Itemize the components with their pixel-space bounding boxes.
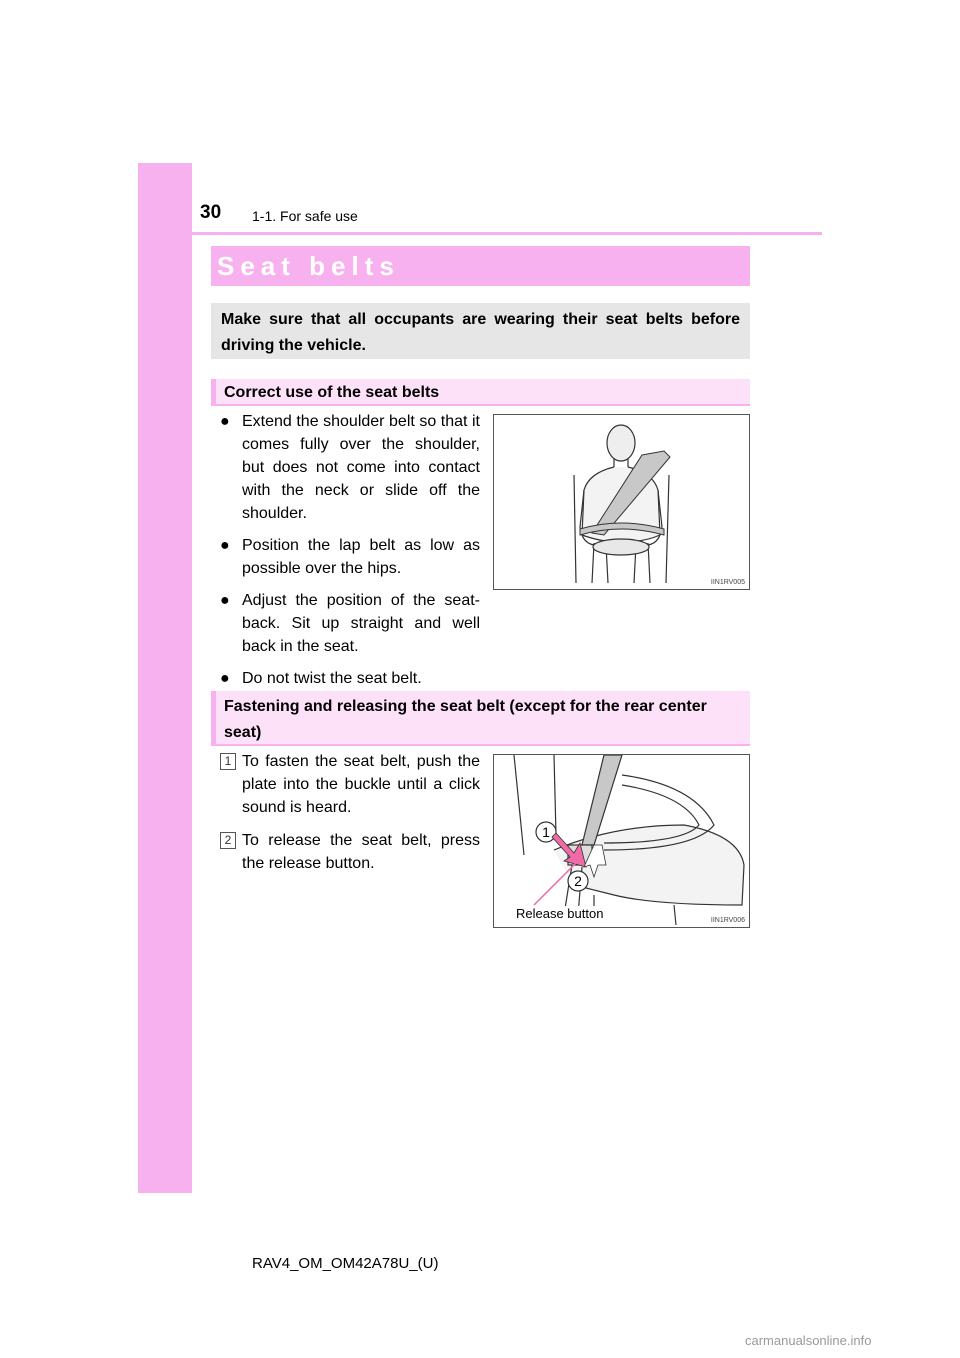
list-item: ● Adjust the position of the seat-back. Sit up straight and well back in the seat. — [220, 589, 480, 658]
subheading-fastening: Fastening and releasing the seat belt (except for the rear center seat) — [211, 691, 750, 746]
release-button-label: Release button — [516, 906, 604, 921]
side-color-strip — [138, 163, 192, 1193]
page-title: Seat belts — [211, 246, 750, 286]
bullet-icon: ● — [220, 592, 230, 609]
bullet-icon: ● — [220, 670, 230, 687]
seated-occupant-illustration — [493, 414, 750, 590]
figure-code: IIN1RV006 — [710, 917, 745, 924]
subheading-correct-use: Correct use of the seat belts — [211, 379, 750, 406]
section-label: 1-1. For safe use — [252, 208, 358, 224]
watermark: carmanualsonline.info — [745, 1333, 872, 1348]
list-item: ● Extend the shoulder belt so that it comes fully over the shoulder, but does not come into contact with the neck or slide off the shoulder. — [220, 410, 480, 525]
bullet-icon: ● — [220, 537, 230, 554]
list-item: ● Position the lap belt as low as possible over the hips. — [220, 534, 480, 580]
buckle-illustration — [493, 754, 750, 928]
list-item: ● Do not twist the seat belt. — [220, 667, 480, 690]
bullet-icon: ● — [220, 413, 230, 430]
list-item: 1 To fasten the seat belt, push the plate into the buckle until a click sound is heard. — [220, 750, 480, 819]
page-number: 30 — [200, 202, 222, 223]
figure-code: IIN1RV005 — [710, 579, 745, 586]
step-number-badge: 2 — [220, 832, 236, 849]
fastening-steps — [220, 750, 480, 885]
header-divider — [192, 232, 822, 235]
buckle-drawing — [494, 755, 749, 927]
callout-number-2: 2 — [574, 873, 582, 889]
list-item: 2 To release the seat belt, press the release button. — [220, 829, 480, 875]
intro-note: Make sure that all occupants are wearing their seat belts before driving the vehicle. — [211, 303, 750, 359]
correct-use-list — [220, 410, 480, 699]
occupant-drawing — [494, 415, 749, 589]
manual-code-footer: RAV4_OM_OM42A78U_(U) — [252, 1255, 439, 1272]
callout-number-1: 1 — [542, 824, 550, 840]
step-number-badge: 1 — [220, 753, 236, 770]
